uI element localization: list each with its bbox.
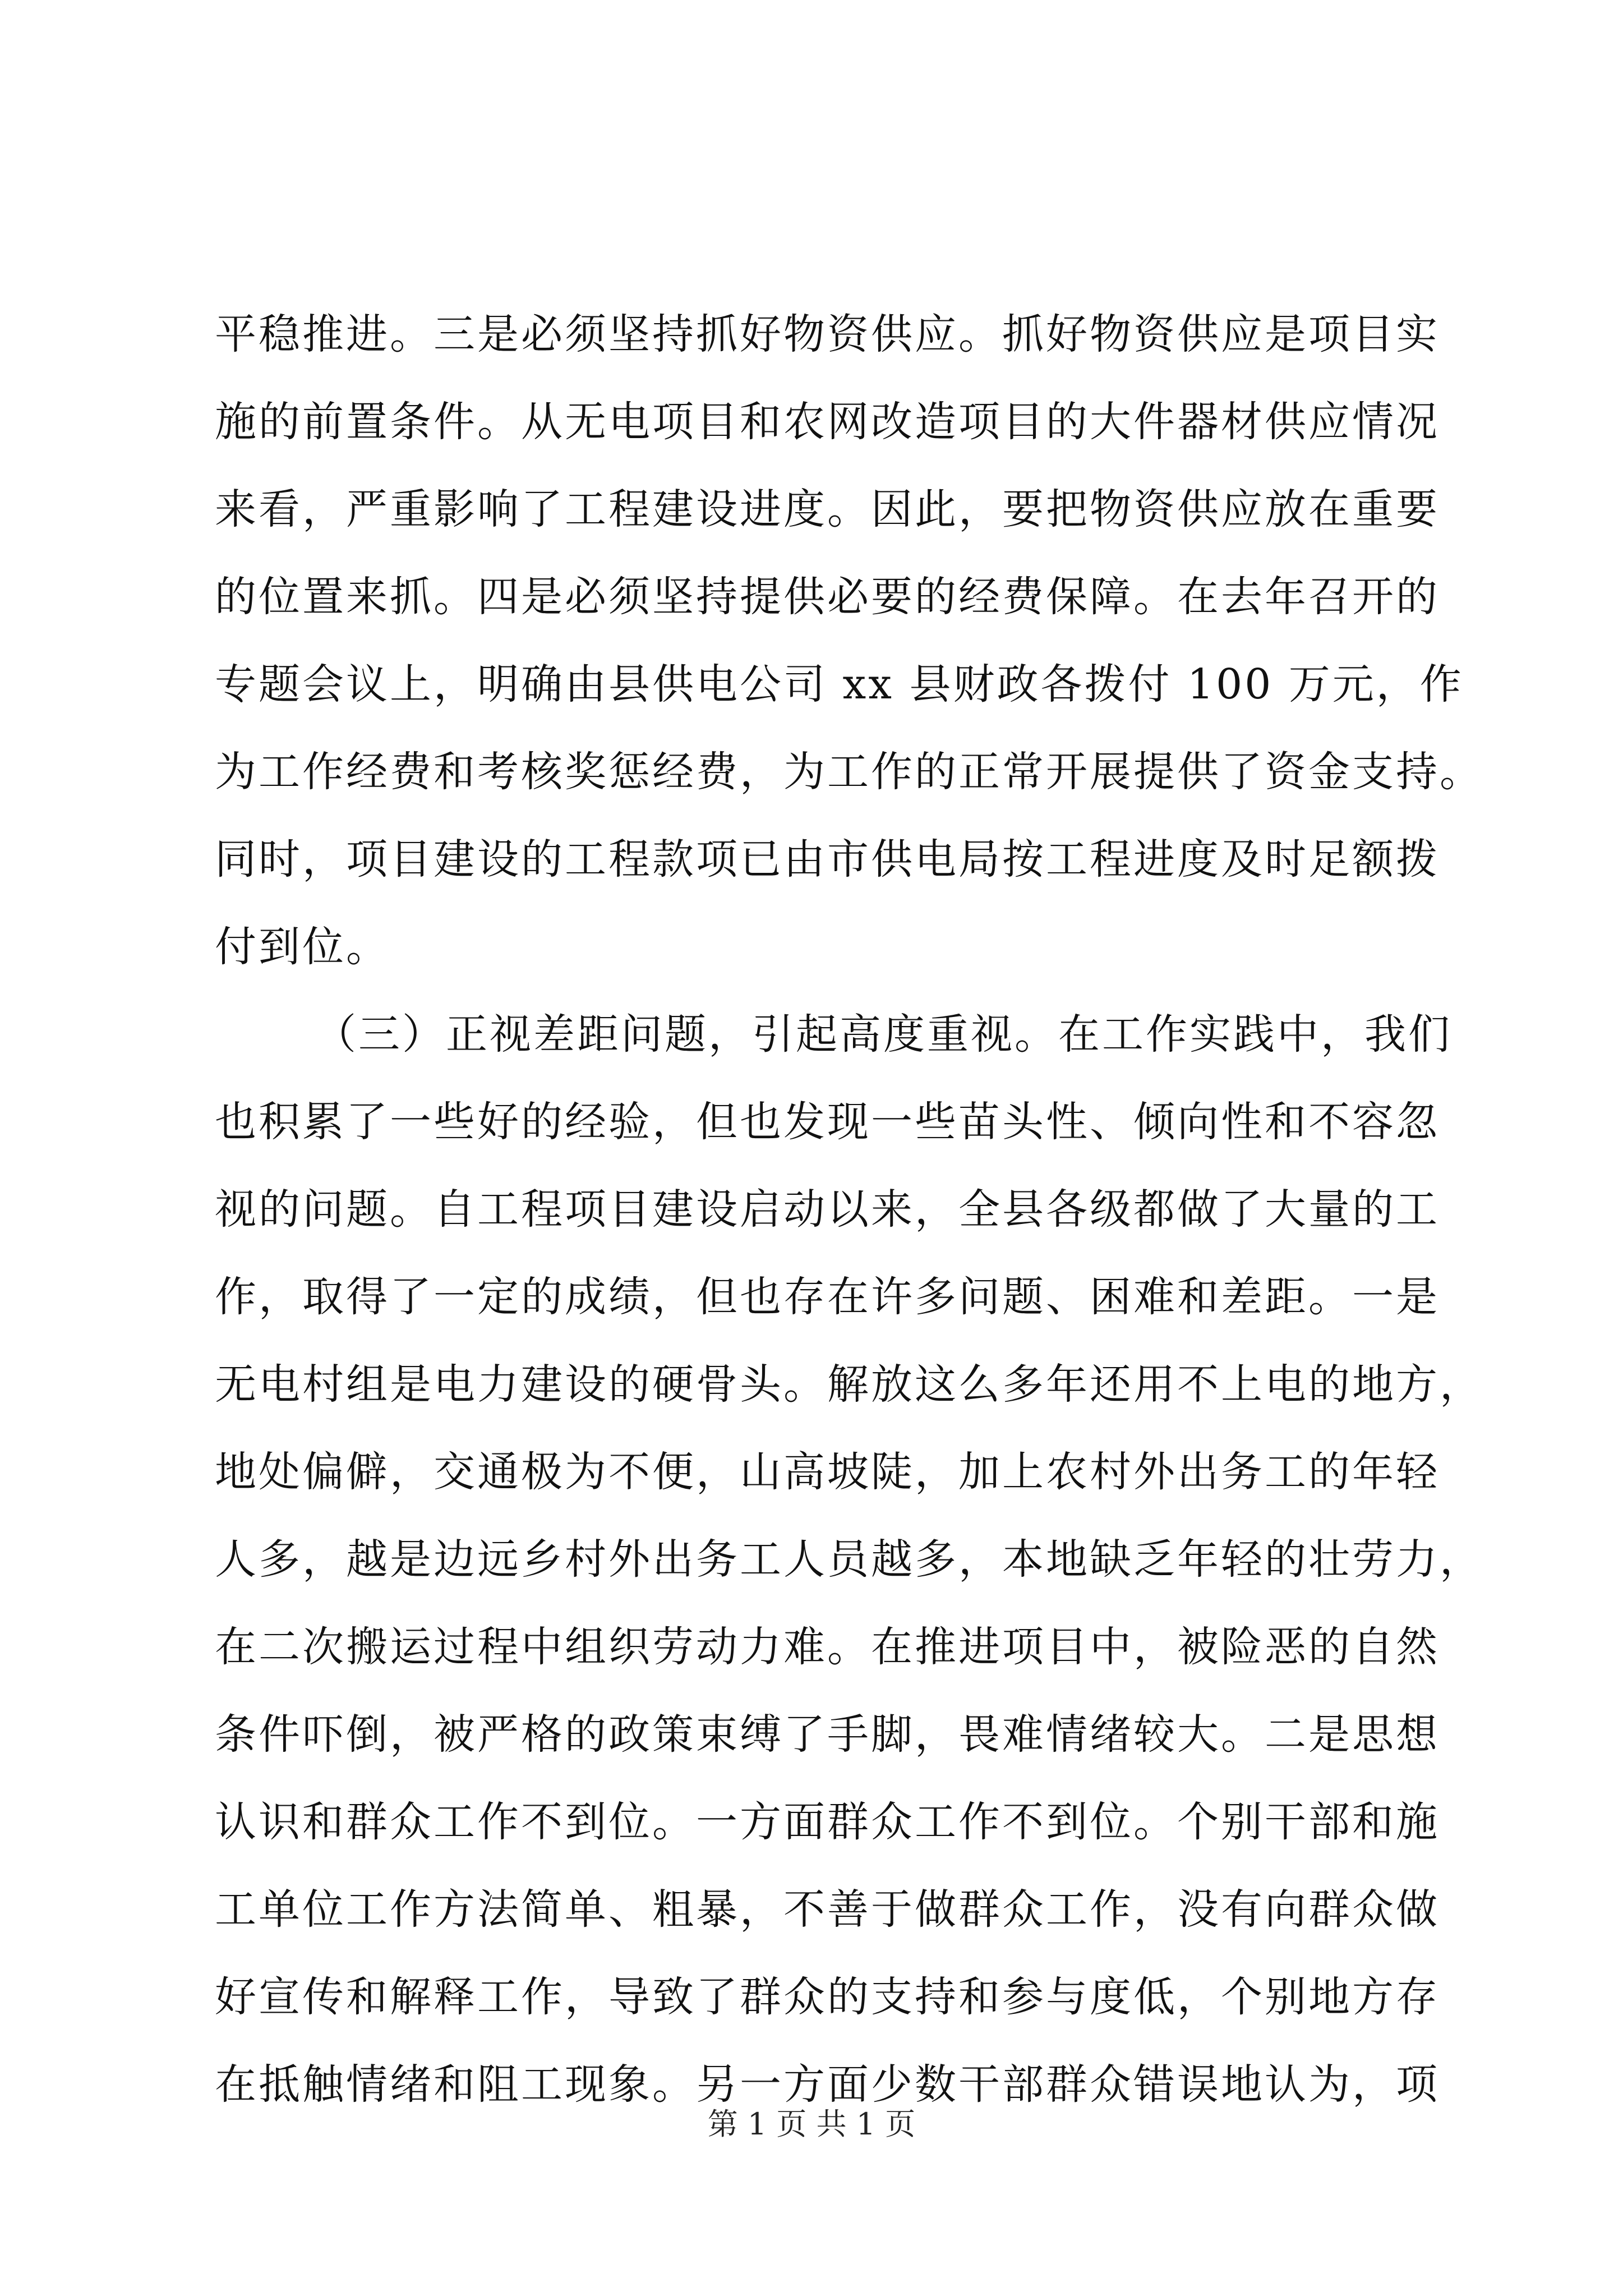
text-line: 认识和群众工作不到位。一方面群众工作不到位。个别干部和施 (215, 1798, 1440, 1846)
text-line: 的位置来抓。四是必须坚持提供必要的经费保障。在去年召开的 (215, 573, 1440, 621)
page-number: 第 1 页 共 1 页 (707, 2106, 916, 2142)
text-line: 专题会议上，明确由县供电公司 xx 县财政各拨付 100 万元，作 (215, 660, 1464, 708)
text-line: 好宣传和解释工作，导致了群众的支持和参与度低，个别地方存 (215, 1973, 1440, 2021)
text-line: 施的前置条件。从无电项目和农网改造项目的大件器材供应情况 (215, 398, 1440, 446)
text-line: 平稳推进。三是必须坚持抓好物资供应。抓好物资供应是项目实 (215, 310, 1440, 358)
text-line: 条件吓倒，被严格的政策束缚了手脚，畏难情绪较大。二是思想 (215, 1710, 1440, 1759)
text-line: 在二次搬运过程中组织劳动力难。在推进项目中，被险恶的自然 (215, 1623, 1440, 1671)
text-line: 同时，项目建设的工程款项已由市供电局按工程进度及时足额拨 (215, 835, 1440, 884)
text-line: 在抵触情绪和阻工现象。另一方面少数干部群众错误地认为，项 (215, 2060, 1440, 2109)
text-line: 工单位工作方法简单、粗暴，不善于做群众工作，没有向群众做 (215, 1885, 1440, 1934)
text-line: 人多，越是边远乡村外出务工人员越多，本地缺乏年轻的壮劳力， (215, 1535, 1483, 1584)
text-line: 付到位。 (215, 923, 390, 971)
section-heading-line: （三）正视差距问题，引起高度重视。在工作实践中，我们 (315, 1010, 1452, 1059)
text-line: 无电村组是电力建设的硬骨头。解放这么多年还用不上电的地方， (215, 1360, 1483, 1409)
text-line: 地处偏僻，交通极为不便，山高坡陡，加上农村外出务工的年轻 (215, 1448, 1440, 1496)
text-line: 为工作经费和考核奖惩经费，为工作的正常开展提供了资金支持。 (215, 748, 1483, 796)
text-line: 也积累了一些好的经验，但也发现一些苗头性、倾向性和不容忽 (215, 1098, 1440, 1146)
page-footer (0, 2105, 1623, 2144)
body-text (215, 291, 1483, 2128)
text-line: 视的问题。自工程项目建设启动以来，全县各级都做了大量的工 (215, 1185, 1440, 1234)
text-line: 来看，严重影响了工程建设进度。因此，要把物资供应放在重要 (215, 485, 1440, 533)
text-line: 作，取得了一定的成绩，但也存在许多问题、困难和差距。一是 (215, 1273, 1440, 1321)
